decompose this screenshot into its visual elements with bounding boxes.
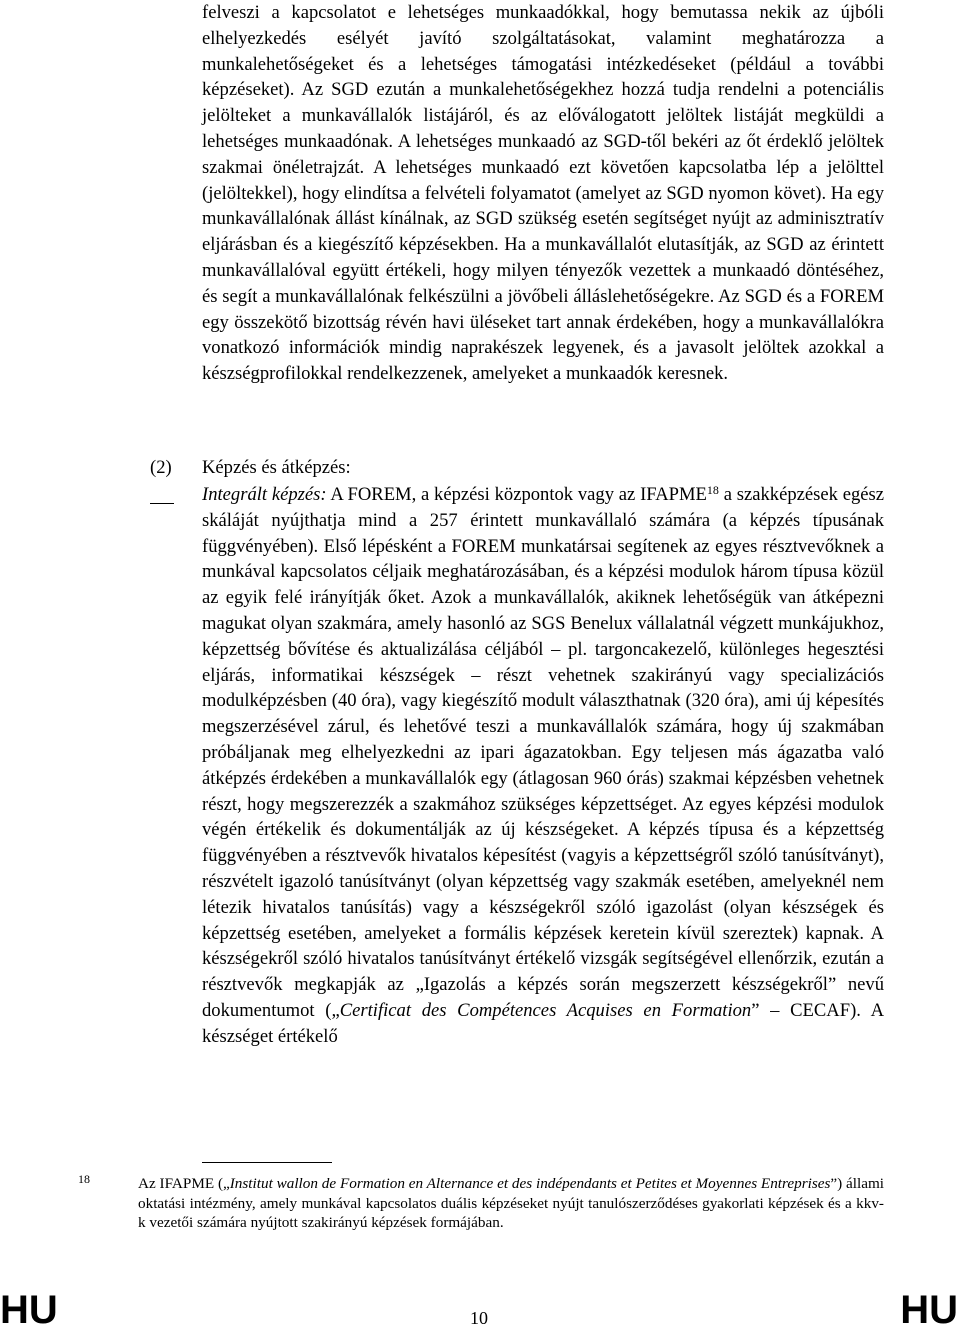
- footnote-separator: [202, 1162, 332, 1163]
- list-heading-text: Képzés és átképzés:: [202, 457, 351, 478]
- footnote-text-2: ”) állami oktatási intézmény, amely munkával kapcsolatos duális képzéseket nyújt tanulószerződéses gyakorlati képzések és a kkv-k vezetői számára nyújtott szakirányú képzések formájában.: [138, 1175, 884, 1232]
- page-number: 10: [470, 1308, 488, 1328]
- footnote-number: 18: [78, 1172, 90, 1186]
- footnote-text: [138, 1174, 884, 1233]
- list-heading: [150, 455, 351, 481]
- footnote-italic-name: Institut wallon de Formation en Alternance et des indépendants et Petites et Moyennes Entreprises: [229, 1175, 831, 1192]
- body-paragraph-2: [202, 482, 884, 1050]
- para2-text-2: a szakképzések egész skáláját nyújthatja mind a 257 érintett munkavállaló számára (a képzés típusának függvényében). Első lépésként a FOREM munkatársai segítenek az egyes résztvevőknek a munkával kapcsolatos céljaik meghatározásában, és a képzési modulok három típusa közül az egyik felé irányítják őket. Azok a munkavállalók, akiknek lehetőségük van átképezni magukat olyan szakmára, amely hasonló az SGS Benelux vállalatnál végzett munkájukhoz, képzettség bővítése és aktualizálása céljából – pl. targoncakezelő, különleges hegesztési eljárás, informatikai készségek – részt vehetnek szakirányú vagy specializációs modulképzésben (40 óra), vagy kiegészítő modult választhatnak (320 óra), ami új képesítés megszerzésével zárul, és lehetővé teszi a munkavállalók számára, hogy új szakmában próbáljanak meg elhelyezkedni az ipari ágazatokban. Egy teljesen más ágazatba való átképzés érdekében a munkavállalók egy (átlagosan 960 órás) szakmai képzésben vehetnek részt, hogy megszerezzék a szakmához szükséges képzettséget. Az egyes képzési modulok végén értékelik és dokumentálják az új készségeket. A képzés típusa és a képzettség függvényében a résztvevők hivatalos képesítést (vagyis a képzettségről szóló tanúsítványt), részvételt igazoló tanúsítványt (olyan képzettség vagy szakmák esetében, amelyeknél nem létezik hivatalos tanúsítás) vagy a készségekről szóló igazolást (olyan készségek és képzettség esetében, amelyeket a formális képzések keretein kívül szereztek) kapnak. A készségekről szóló hivatalos tanúsítványt értékelő vizsgák segítségével ellenőrzik, ezután a résztvevők megkapják az „Igazolás a képzés során megszerzett készségekről” nevű dokumentumot („: [202, 484, 884, 1021]
- footnote-text-1: Az IFAPME („: [138, 1175, 230, 1192]
- footer-language-code-right: HU: [900, 1288, 958, 1332]
- para2-text-1: A FOREM, a képzési központok vagy az IFAPME: [326, 484, 707, 505]
- list-number: (2): [150, 457, 172, 478]
- para2-text-3: ” – CECAF). A készséget értékelő: [202, 999, 885, 1047]
- footnote-reference[interactable]: 18: [706, 483, 719, 497]
- cecaf-full-name: Certificat des Compétences Acquises en Formation: [339, 999, 752, 1021]
- body-paragraph-1: felveszi a kapcsolatot e lehetséges munkaadókkal, hogy bemutassa nekik az újbóli elhelyezkedés esélyét javító szolgáltatásokat, valamint meghatározza a munkalehetőségeket és a lehetséges támogatási intézkedéseket (például a további képzéseket). Az SGD ezután a munkalehetőségekhez hozzá tudja rendelni a potenciális jelölteket a munkavállalók listájáról, és az előválogatott jelöltek listáját megküldi a lehetséges munkaadónak. A lehetséges munkaadó az SGD-től bekéri az őt érdeklő jelöltek szakmai önéletrajzát. A lehetséges munkaadó ezt követően kapcsolatba lép a jelölttel (jelöltekkel), hogy elindítsa a felvételi folyamatot (amelyet az SGD nyomon követ). Ha egy munkavállalónak állást kínálnak, az SGD szükség esetén segítséget nyújt az adminisztratív eljárásban és a kiegészítő képzésekben. Ha a munkavállalót elutasítják, az SGD az érintett munkavállalóval együtt értékeli, hogy milyen tényezők vezettek a munkaadó döntéséhez, és segít a munkavállalónak felkészülni a jövőbeli álláslehetőségekre. Az SGD és a FOREM egy összekötő bizottság révén havi üléseket tart annak érdekében, hogy a munkavállalókra vonatkozó információk mindig naprakészek legyenek, és a javasolt jelöltek azokkal a készségprofilokkal rendelkezzenek, amelyeket a munkaadók keresnek.: [202, 2, 884, 385]
- integrated-training-label: Integrált képzés:: [202, 484, 327, 505]
- footer-language-code-left: HU: [0, 1288, 58, 1332]
- bullet-dash: [150, 503, 174, 504]
